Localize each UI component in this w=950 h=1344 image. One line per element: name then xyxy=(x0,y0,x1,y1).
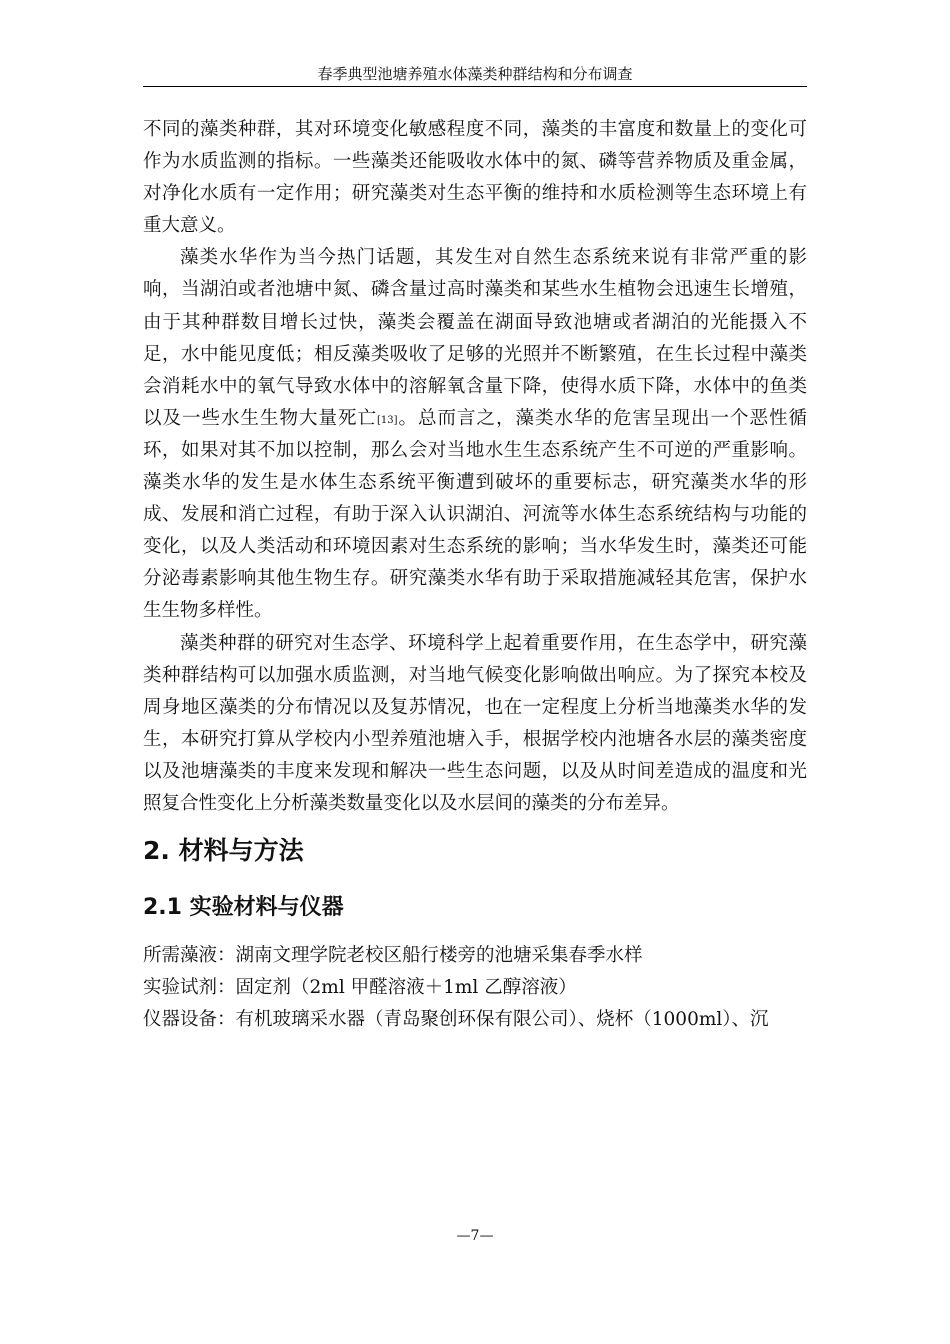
running-header xyxy=(143,64,807,87)
paragraph-algal-bloom-text-2: 。总而言之，藻类水华的危害呈现出一个恶性循环，如果对其不加以控制，那么会对当地水生生态系统产生不可逆的严重影响。藻类水华的发生是水体生态系统平衡遭到破坏的重要标志，研究藻类水华的形成、发展和消亡过程，有助于深入认识湖泊、河流等水体生态系统结构与功能的变化，以及人类活动和环境因素对生态系统的影响；当水华发生时，藻类还可能分泌毒素影响其他生物生存。研究藻类水华有助于采取措施减轻其危害，保护水生生物多样性。 xyxy=(143,407,807,622)
subsection-heading: 2.1 实验材料与仪器 xyxy=(143,895,344,921)
running-title: 春季典型池塘养殖水体藻类种群结构和分布调查 xyxy=(317,65,633,83)
citation-ref[interactable]: [13] xyxy=(376,414,398,426)
paragraph-algal-bloom xyxy=(143,242,807,627)
paragraph-algal-bloom-text-1: 藻类水华作为当今热门话题，其发生对自然生态系统来说有非常严重的影响，当湖泊或者池塘中氮、磷含量过高时藻类和某些水生植物会迅速生长增殖，由于其种群数目增长过快，藻类会覆盖在湖面导致池塘或者湖泊的光能摄入不足，水中能见度低；相反藻类吸收了足够的光照并不断繁殖，在生长过程中藻类会消耗水中的氧气导致水体中的溶解氧含量下降，使得水质下降，水体中的鱼类以及一些水生生物大量死亡 xyxy=(143,247,807,429)
material-item-equipment: 仪器设备：有机玻璃采水器（青岛聚创环保有限公司）、烧杯（1000ml）、沉 xyxy=(143,1009,769,1031)
paragraph-research-purpose: 藻类种群的研究对生态学、环境科学上起着重要作用，在生态学中，研究藻类种群结构可以加强水质监测，对当地气候变化影响做出响应。为了探究本校及周身地区藻类的分布情况以及复苏情况，也在一定程度上分析当地藻类水华的发生，本研究打算从学校内小型养殖池塘入手，根据学校内池塘各水层的藻类密度以及池塘藻类的丰度来发现和解决一些生态问题，以及从时间差造成的温度和光照复合性变化上分析藻类数量变化以及水层间的藻类的分布差异。 xyxy=(143,632,807,814)
material-item-reagent: 实验试剂：固定剂（2ml 甲醛溶液＋1ml 乙醇溶液） xyxy=(143,977,577,999)
material-item-sample: 所需藻液：湖南文理学院老校区船行楼旁的池塘采集春季水样 xyxy=(143,945,643,967)
section-heading: 2. 材料与方法 xyxy=(143,836,304,866)
page-body xyxy=(143,114,807,1036)
paragraph-algae-indicator: 不同的藻类种群，其对环境变化敏感程度不同，藻类的丰富度和数量上的变化可作为水质监测的指标。一些藻类还能吸收水体中的氮、磷等营养物质及重金属，对净化水质有一定作用；研究藻类对生态平衡的维持和水质检测等生态环境上有重大意义。 xyxy=(143,119,807,237)
page-number: —7— xyxy=(456,1228,494,1244)
